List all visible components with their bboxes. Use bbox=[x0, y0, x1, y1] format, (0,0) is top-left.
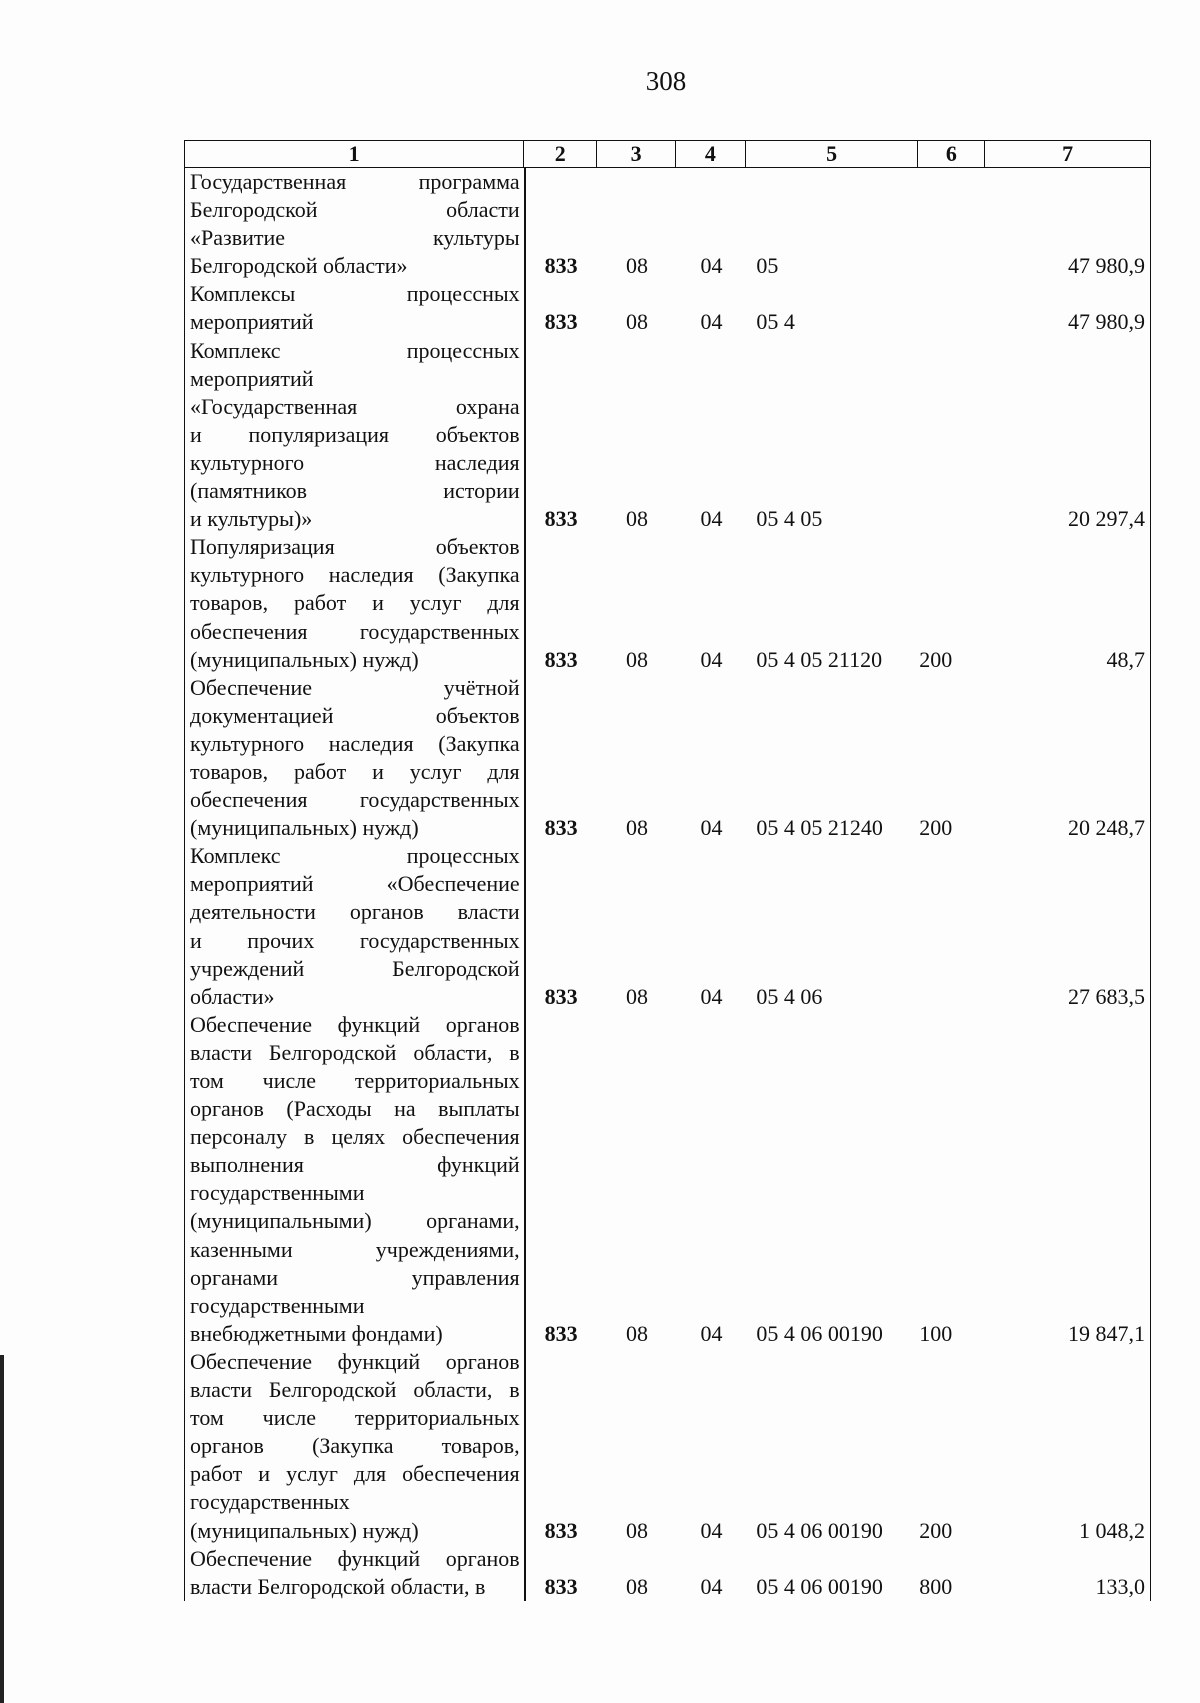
description-line: (муниципальных) нужд) bbox=[190, 646, 419, 672]
amount-cell: 47 980,9 bbox=[1068, 253, 1145, 279]
ministry-code-cell: 833 bbox=[544, 1517, 578, 1543]
subsection-code-cell: 04 bbox=[700, 646, 723, 672]
description-line: органов (Расходы на выплаты bbox=[190, 1096, 520, 1122]
section-code-cell: 08 bbox=[626, 815, 649, 841]
budget-table bbox=[184, 140, 1151, 1601]
description-line: деятельности органов власти bbox=[190, 899, 520, 925]
table-row bbox=[185, 168, 1151, 280]
subsection-code-cell: 04 bbox=[700, 506, 723, 532]
section-code-cell: 08 bbox=[626, 983, 649, 1009]
description-line: том числе территориальных bbox=[190, 1405, 520, 1431]
description-line: органов (Закупка товаров, bbox=[190, 1433, 520, 1459]
subsection-code-cell: 04 bbox=[700, 309, 723, 335]
ministry-code-cell: 833 bbox=[544, 983, 578, 1009]
table-row bbox=[185, 1348, 1151, 1545]
description-line: (муниципальных) нужд) bbox=[190, 815, 419, 841]
description-line: государственных bbox=[190, 1489, 350, 1515]
amount-cell: 27 683,5 bbox=[1068, 983, 1145, 1009]
description-line: (муниципальными) органами, bbox=[190, 1208, 520, 1234]
expense-type-code-cell: 200 bbox=[919, 815, 953, 841]
column-header-5: 5 bbox=[746, 141, 919, 167]
description-line: Обеспечение функций органов bbox=[190, 1348, 520, 1374]
ministry-code-cell: 833 bbox=[544, 646, 578, 672]
description-line: мероприятий bbox=[190, 309, 314, 335]
description-line: Белгородской области bbox=[190, 197, 520, 223]
amount-cell: 1 048,2 bbox=[1079, 1517, 1145, 1543]
row-description bbox=[185, 1545, 525, 1601]
description-line: области» bbox=[190, 983, 275, 1009]
description-line: культурного наследия (Закупка bbox=[190, 562, 520, 588]
ministry-code-cell: 833 bbox=[544, 309, 578, 335]
amount-cell: 48,7 bbox=[1106, 646, 1145, 672]
description-line: работ и услуг для обеспечения bbox=[190, 1461, 520, 1487]
ministry-code-cell: 833 bbox=[544, 1320, 578, 1346]
section-code-cell: 08 bbox=[626, 506, 649, 532]
description-line: «Государственная охрана bbox=[190, 393, 520, 419]
ministry-code-cell: 833 bbox=[544, 1573, 578, 1599]
description-line: мероприятий «Обеспечение bbox=[190, 871, 520, 897]
description-line: учреждений Белгородской bbox=[190, 955, 520, 981]
description-line: выполнения функций bbox=[190, 1152, 520, 1178]
subsection-code-cell: 04 bbox=[700, 1320, 723, 1346]
section-code-cell: 08 bbox=[626, 309, 649, 335]
target-article-code-cell: 05 bbox=[756, 253, 779, 279]
subsection-code-cell: 04 bbox=[700, 1517, 723, 1543]
row-description bbox=[185, 337, 525, 534]
expense-type-code-cell: 200 bbox=[919, 1517, 953, 1543]
subsection-code-cell: 04 bbox=[700, 983, 723, 1009]
section-code-cell: 08 bbox=[626, 1517, 649, 1543]
row-description bbox=[185, 168, 525, 280]
section-code-cell: 08 bbox=[626, 646, 649, 672]
row-description bbox=[185, 280, 525, 336]
row-description bbox=[185, 1011, 525, 1348]
section-code-cell: 08 bbox=[626, 253, 649, 279]
subsection-code-cell: 04 bbox=[700, 815, 723, 841]
scan-edge-bar bbox=[0, 1355, 4, 1703]
table-header-row bbox=[184, 140, 1151, 168]
expense-type-code-cell: 100 bbox=[919, 1320, 953, 1346]
description-line: внебюджетными фондами) bbox=[190, 1320, 443, 1346]
description-line: Государственная программа bbox=[190, 169, 520, 194]
description-line: обеспечения государственных bbox=[190, 618, 520, 644]
section-code-cell: 08 bbox=[626, 1320, 649, 1346]
table-row bbox=[185, 842, 1151, 1011]
column-header-6: 6 bbox=[918, 141, 985, 167]
target-article-code-cell: 05 4 06 bbox=[756, 983, 823, 1009]
description-line: «Развитие культуры bbox=[190, 225, 520, 251]
table-row bbox=[185, 1545, 1151, 1601]
description-line: (памятников истории bbox=[190, 478, 520, 504]
amount-cell: 47 980,9 bbox=[1068, 309, 1145, 335]
subsection-code-cell: 04 bbox=[700, 253, 723, 279]
target-article-code-cell: 05 4 bbox=[756, 309, 795, 335]
description-line: культурного наследия (Закупка bbox=[190, 730, 520, 756]
target-article-code-cell: 05 4 05 21240 bbox=[756, 815, 883, 841]
table-body bbox=[184, 168, 1151, 1601]
description-line: товаров, работ и услуг для bbox=[190, 590, 520, 616]
row-description bbox=[185, 1348, 525, 1545]
amount-cell: 20 248,7 bbox=[1068, 815, 1145, 841]
description-line: и прочих государственных bbox=[190, 927, 520, 953]
column-header-4: 4 bbox=[676, 141, 746, 167]
description-line: государственными bbox=[190, 1180, 365, 1206]
table-row bbox=[185, 1011, 1151, 1348]
amount-cell: 20 297,4 bbox=[1068, 506, 1145, 532]
target-article-code-cell: 05 4 05 21120 bbox=[756, 646, 883, 672]
column-header-7: 7 bbox=[1062, 141, 1074, 166]
description-line: (муниципальных) нужд) bbox=[190, 1517, 419, 1543]
section-code-cell: 08 bbox=[626, 1573, 649, 1599]
description-line: и популяризация объектов bbox=[190, 421, 520, 447]
row-description bbox=[185, 842, 525, 1011]
description-line: Комплексы процессных bbox=[190, 281, 520, 307]
table-row bbox=[185, 674, 1151, 843]
description-line: товаров, работ и услуг для bbox=[190, 758, 520, 784]
target-article-code-cell: 05 4 06 00190 bbox=[756, 1517, 883, 1543]
amount-cell: 133,0 bbox=[1095, 1573, 1145, 1599]
row-description bbox=[185, 533, 525, 673]
description-line: казенными учреждениями, bbox=[190, 1236, 520, 1262]
ministry-code-cell: 833 bbox=[544, 815, 578, 841]
description-line: Популяризация объектов bbox=[190, 534, 520, 560]
table-row bbox=[185, 337, 1151, 534]
description-line: обеспечения государственных bbox=[190, 787, 520, 813]
description-line: власти Белгородской области, в bbox=[190, 1573, 486, 1599]
amount-cell: 19 847,1 bbox=[1068, 1320, 1145, 1346]
expense-type-code-cell: 200 bbox=[919, 646, 953, 672]
description-line: государственными bbox=[190, 1292, 365, 1318]
page-number: 308 bbox=[645, 66, 687, 96]
description-line: том числе территориальных bbox=[190, 1068, 520, 1093]
description-line: Комплекс процессных bbox=[190, 843, 520, 869]
description-line: власти Белгородской области, в bbox=[190, 1039, 520, 1065]
description-line: документацией объектов bbox=[190, 702, 520, 728]
description-line: органами управления bbox=[190, 1264, 520, 1290]
description-line: мероприятий bbox=[190, 365, 314, 391]
description-line: Комплекс процессных bbox=[190, 337, 520, 363]
expense-type-code-cell: 800 bbox=[919, 1573, 953, 1599]
description-line: Обеспечение функций органов bbox=[190, 1011, 520, 1037]
target-article-code-cell: 05 4 05 bbox=[756, 506, 823, 532]
target-article-code-cell: 05 4 06 00190 bbox=[756, 1320, 883, 1346]
description-line: Обеспечение функций органов bbox=[190, 1545, 520, 1571]
column-header-1: 1 bbox=[185, 141, 524, 167]
table-row bbox=[185, 533, 1151, 673]
description-line: власти Белгородской области, в bbox=[190, 1377, 520, 1403]
description-line: персоналу в целях обеспечения bbox=[190, 1124, 520, 1150]
description-line: и культуры)» bbox=[190, 506, 313, 532]
ministry-code-cell: 833 bbox=[544, 506, 578, 532]
description-line: Белгородской области» bbox=[190, 253, 408, 279]
column-header-3: 3 bbox=[597, 141, 676, 167]
description-line: культурного наследия bbox=[190, 449, 520, 475]
description-line: Обеспечение учётной bbox=[190, 674, 520, 700]
target-article-code-cell: 05 4 06 00190 bbox=[756, 1573, 883, 1599]
table-row bbox=[185, 280, 1151, 336]
ministry-code-cell: 833 bbox=[544, 253, 578, 279]
row-description bbox=[185, 674, 525, 843]
column-header-2: 2 bbox=[524, 141, 597, 167]
subsection-code-cell: 04 bbox=[700, 1573, 723, 1599]
